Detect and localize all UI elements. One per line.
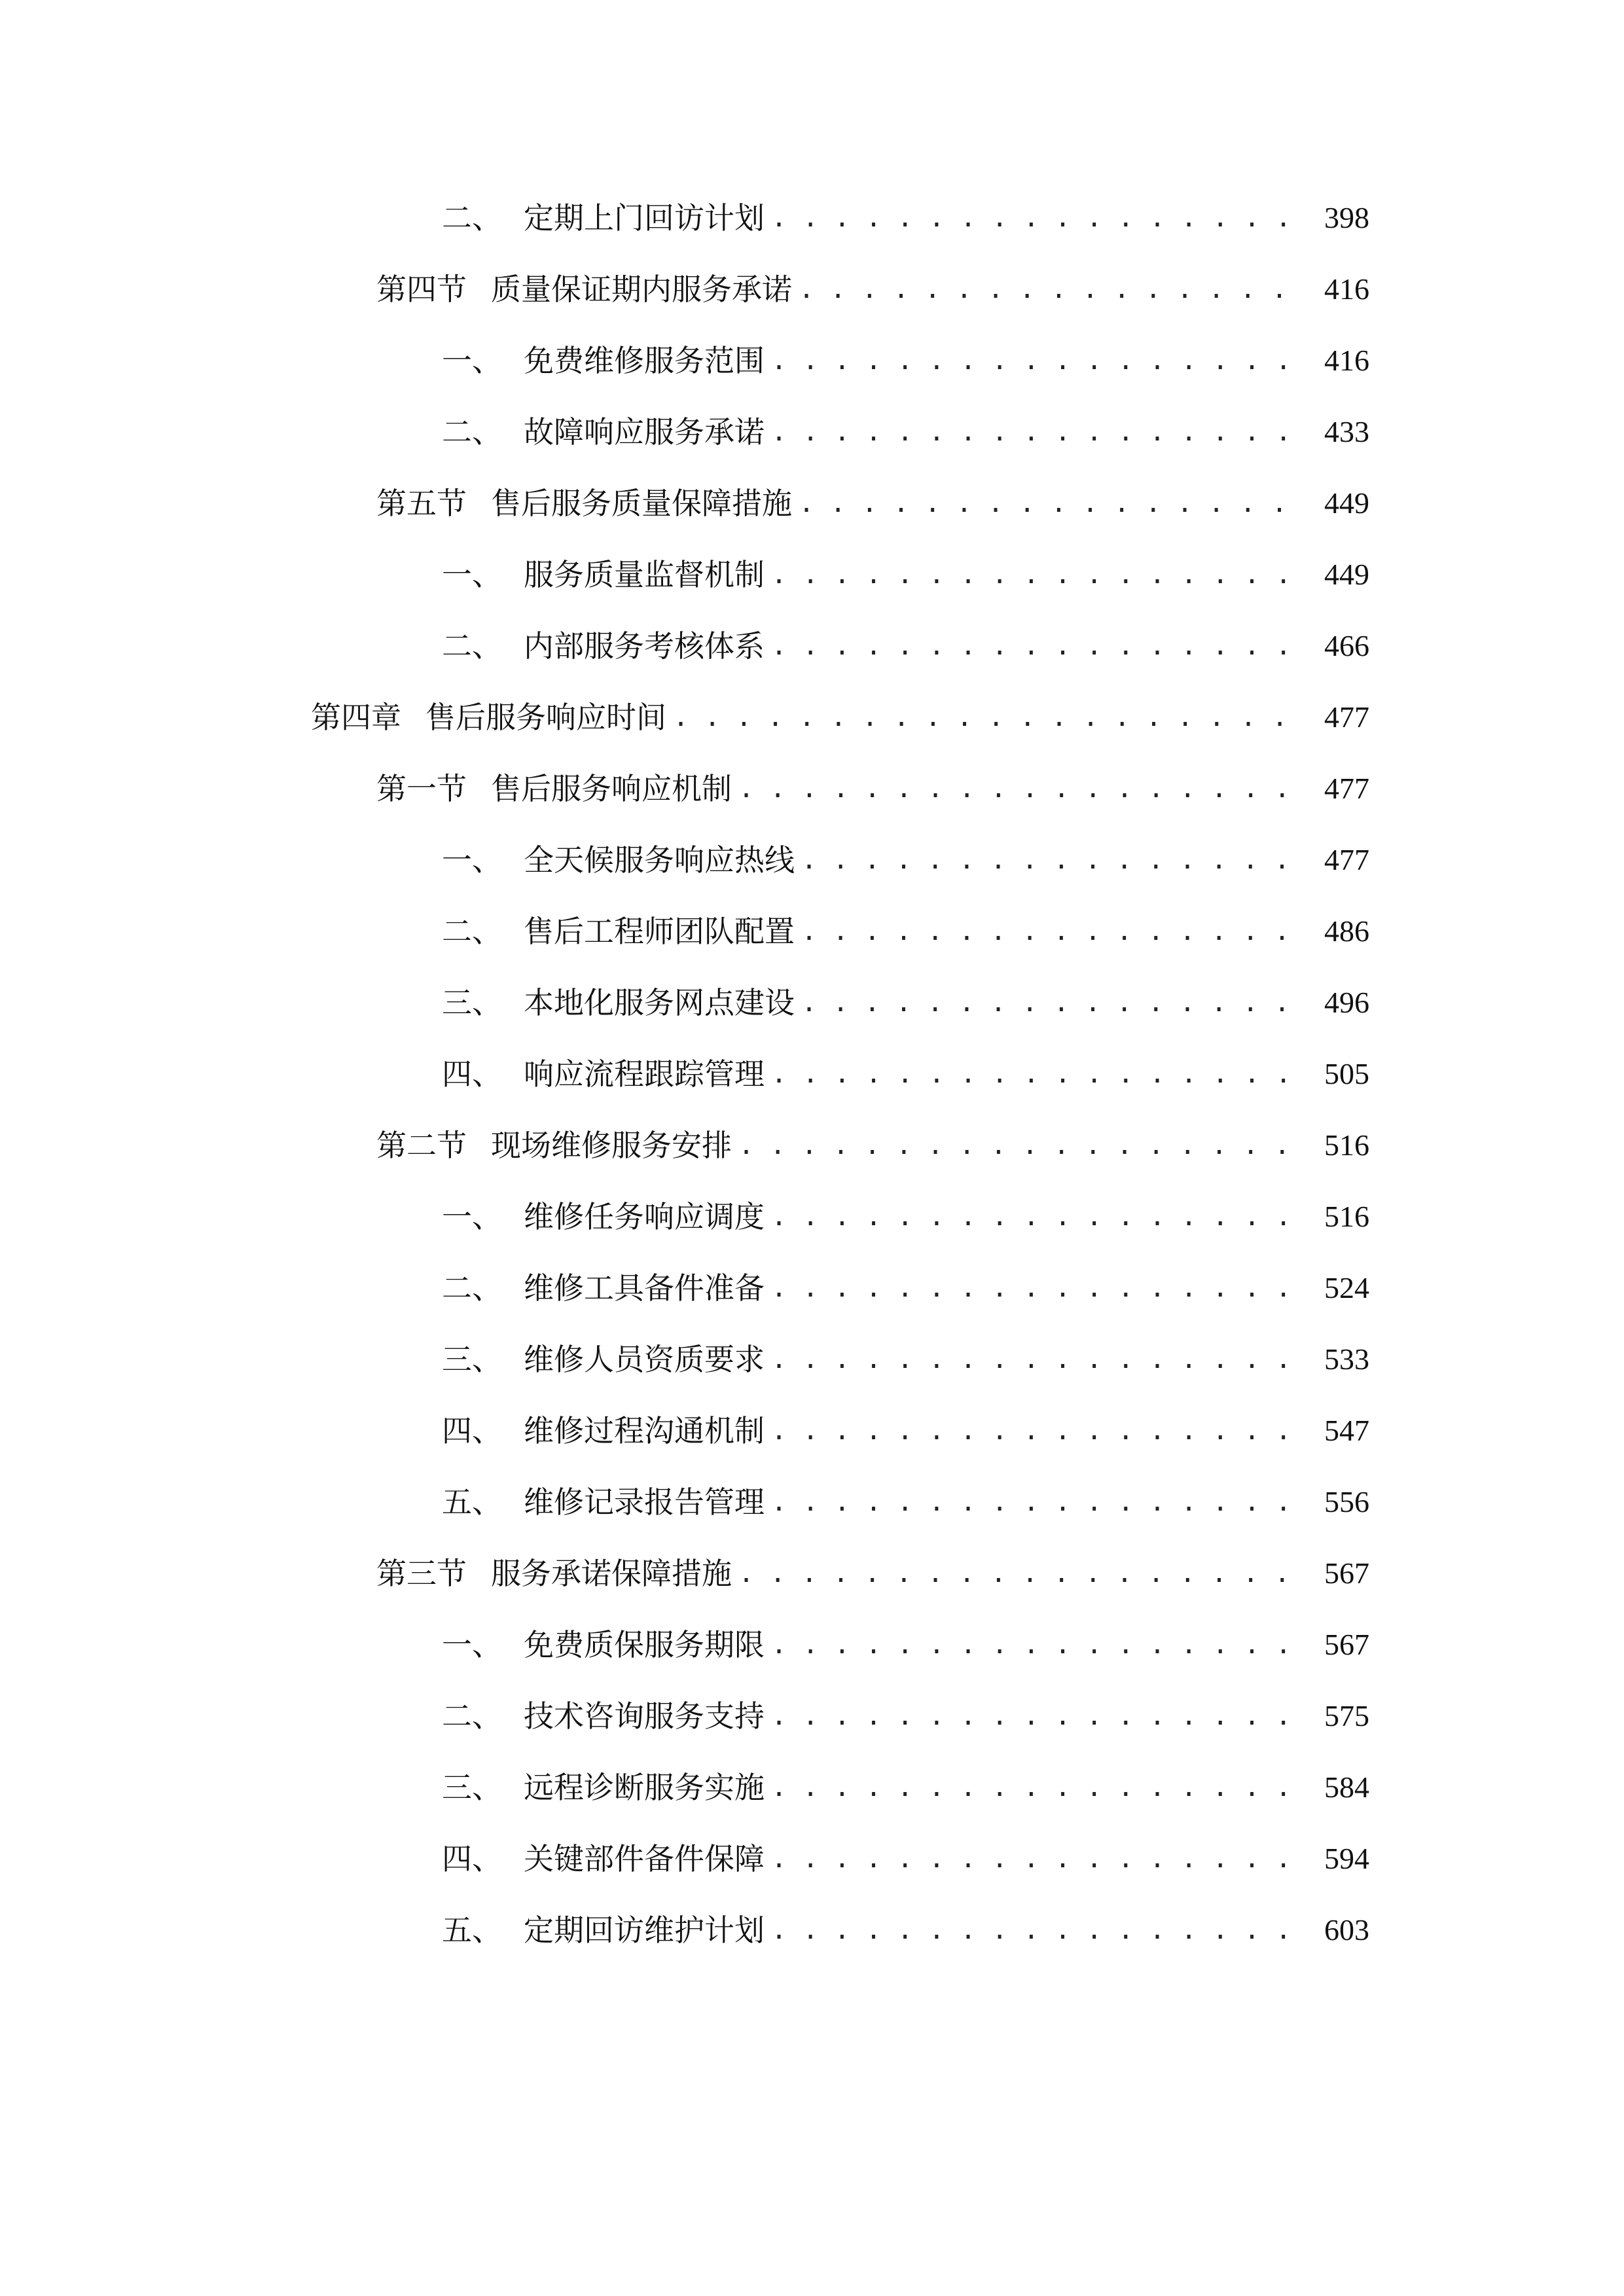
toc-entry-number: 一、 [442,557,502,592]
toc-entry-title: 售后服务响应机制 [491,771,732,806]
toc-entry-number: 五、 [442,1484,502,1520]
toc-dot-leader [771,1333,1308,1386]
toc-entry-page: 603 [1324,1913,1369,1946]
toc-entry-number: 四、 [442,1056,502,1092]
toc-entry-title: 全天候服务响应热线 [524,842,795,878]
toc-entry-page: 584 [1324,1770,1369,1804]
toc-dot-leader [771,548,1308,601]
toc-entry-number: 一、 [442,1199,502,1234]
toc-entry-number: 三、 [442,1770,502,1805]
toc-entry[interactable] [442,1191,1369,1243]
toc-entry-title: 维修过程沟通机制 [524,1413,765,1448]
toc-entry-title: 远程诊断服务实施 [524,1770,765,1805]
toc-entry-number: 四、 [442,1841,502,1876]
toc-dot-leader [799,263,1308,315]
toc-entry-page: 449 [1324,558,1369,591]
toc-entry-page: 533 [1324,1342,1369,1376]
toc-entry-title: 维修记录报告管理 [524,1484,765,1520]
toc-entry-title: 免费质保服务期限 [524,1627,765,1662]
toc-dot-leader [771,1476,1308,1528]
toc-entry[interactable] [442,1405,1369,1457]
toc-dot-leader [801,905,1308,958]
toc-entry-number: 五、 [442,1912,502,1948]
toc-dot-leader [771,620,1308,672]
toc-entry-page: 567 [1324,1628,1369,1661]
toc-entry-number: 二、 [442,1698,502,1734]
toc-entry[interactable] [442,1761,1369,1814]
toc-entry-number: 三、 [442,985,502,1020]
toc-entry-number: 第四章 [311,700,401,735]
toc-entry-title: 关键部件备件保障 [524,1841,765,1876]
toc-dot-leader [771,1690,1308,1742]
toc-entry-number: 二、 [442,914,502,949]
toc-entry-page: 477 [1324,772,1369,805]
toc-entry-title: 定期回访维护计划 [524,1912,765,1948]
toc-entry-title: 售后服务质量保障措施 [491,486,792,521]
toc-entry-page: 416 [1324,272,1369,306]
toc-entry-number: 一、 [442,1627,502,1662]
toc-dot-leader [771,334,1308,387]
toc-entry-page: 505 [1324,1057,1369,1090]
toc-entry-title: 售后工程师团队配置 [524,914,795,949]
toc-entry[interactable] [442,192,1369,244]
toc-entry[interactable] [442,1262,1369,1314]
toc-entry-page: 416 [1324,344,1369,377]
toc-entry-number: 第四节 [376,272,467,307]
toc-entry-title: 维修任务响应调度 [524,1199,765,1234]
toc-entry[interactable] [376,477,1369,529]
toc-dot-leader [771,1191,1308,1243]
toc-dot-leader [738,762,1308,815]
toc-dot-leader [801,834,1308,886]
toc-dot-leader [738,1119,1308,1172]
toc-entry-number: 二、 [442,414,502,450]
toc-entry-page: 449 [1324,486,1369,520]
toc-entry-title: 维修人员资质要求 [524,1342,765,1377]
toc-entry-number: 二、 [442,628,502,664]
toc-entry[interactable] [376,1547,1369,1600]
toc-entry-page: 516 [1324,1128,1369,1162]
toc-entry-page: 567 [1324,1556,1369,1590]
toc-entry-title: 定期上门回访计划 [524,200,765,236]
toc-entry-number: 三、 [442,1342,502,1377]
toc-entry-page: 433 [1324,415,1369,448]
toc-entry-title: 本地化服务网点建设 [524,985,795,1020]
toc-entry-page: 398 [1324,201,1369,234]
toc-entry-page: 486 [1324,914,1369,948]
toc-dot-leader [771,1405,1308,1457]
toc-dot-leader [771,1262,1308,1314]
toc-entry[interactable] [442,1476,1369,1528]
toc-entry[interactable] [442,1333,1369,1386]
toc-entry-number: 二、 [442,1270,502,1306]
toc-entry-number: 二、 [442,200,502,236]
toc-entry[interactable] [442,1833,1369,1885]
toc-entry-page: 575 [1324,1699,1369,1732]
toc-dot-leader [801,977,1308,1029]
toc-dot-leader [673,691,1308,744]
toc-entry-page: 466 [1324,629,1369,662]
toc-entry[interactable] [376,1119,1369,1172]
toc-entry-title: 现场维修服务安排 [491,1128,732,1163]
toc-entry-number: 第五节 [376,486,467,521]
toc-entry-page: 594 [1324,1842,1369,1875]
toc-entry-title: 响应流程跟踪管理 [524,1056,765,1092]
toc-entry[interactable] [442,406,1369,458]
toc-entry[interactable] [442,1904,1369,1956]
toc-entry[interactable] [442,977,1369,1029]
toc-dot-leader [771,1833,1308,1885]
toc-entry[interactable] [442,620,1369,672]
toc-dot-leader [771,1761,1308,1814]
toc-entry-page: 547 [1324,1414,1369,1447]
toc-entry[interactable] [311,691,1369,744]
toc-entry-number: 一、 [442,343,502,378]
toc-entry-number: 四、 [442,1413,502,1448]
toc-entry-title: 故障响应服务承诺 [524,414,765,450]
toc-entry-page: 556 [1324,1485,1369,1518]
toc-entry-title: 免费维修服务范围 [524,343,765,378]
toc-entry-title: 技术咨询服务支持 [524,1698,765,1734]
toc-entry-page: 496 [1324,986,1369,1019]
toc-entry-title: 内部服务考核体系 [524,628,765,664]
toc-entry-title: 维修工具备件准备 [524,1270,765,1306]
toc-entry-number: 第一节 [376,771,467,806]
toc-dot-leader [771,192,1308,244]
toc-entry[interactable] [442,1690,1369,1742]
toc-entry-page: 524 [1324,1271,1369,1304]
toc-entry-number: 第二节 [376,1128,467,1163]
toc-entry-page: 477 [1324,843,1369,876]
toc-entry-number: 一、 [442,842,502,878]
toc-dot-leader [771,406,1308,458]
toc-entry[interactable] [442,334,1369,387]
toc-entry[interactable] [442,834,1369,886]
toc-entry-page: 516 [1324,1200,1369,1233]
toc-entry-number: 第三节 [376,1556,467,1591]
toc-entry[interactable] [442,905,1369,958]
toc-dot-leader [771,1619,1308,1671]
toc-dot-leader [771,1904,1308,1956]
toc-entry[interactable] [376,263,1369,315]
toc-dot-leader [799,477,1308,529]
toc-entry[interactable] [442,1048,1369,1100]
toc-dot-leader [738,1547,1308,1600]
toc-entry[interactable] [376,762,1369,815]
toc-entry-title: 售后服务响应时间 [425,700,666,735]
toc-entry-title: 服务质量监督机制 [524,557,765,592]
toc-entry-page: 477 [1324,700,1369,734]
toc-dot-leader [771,1048,1308,1100]
toc-entry-title: 服务承诺保障措施 [491,1556,732,1591]
toc-entry-title: 质量保证期内服务承诺 [491,272,792,307]
toc-entry[interactable] [442,1619,1369,1671]
toc-entry[interactable] [442,548,1369,601]
